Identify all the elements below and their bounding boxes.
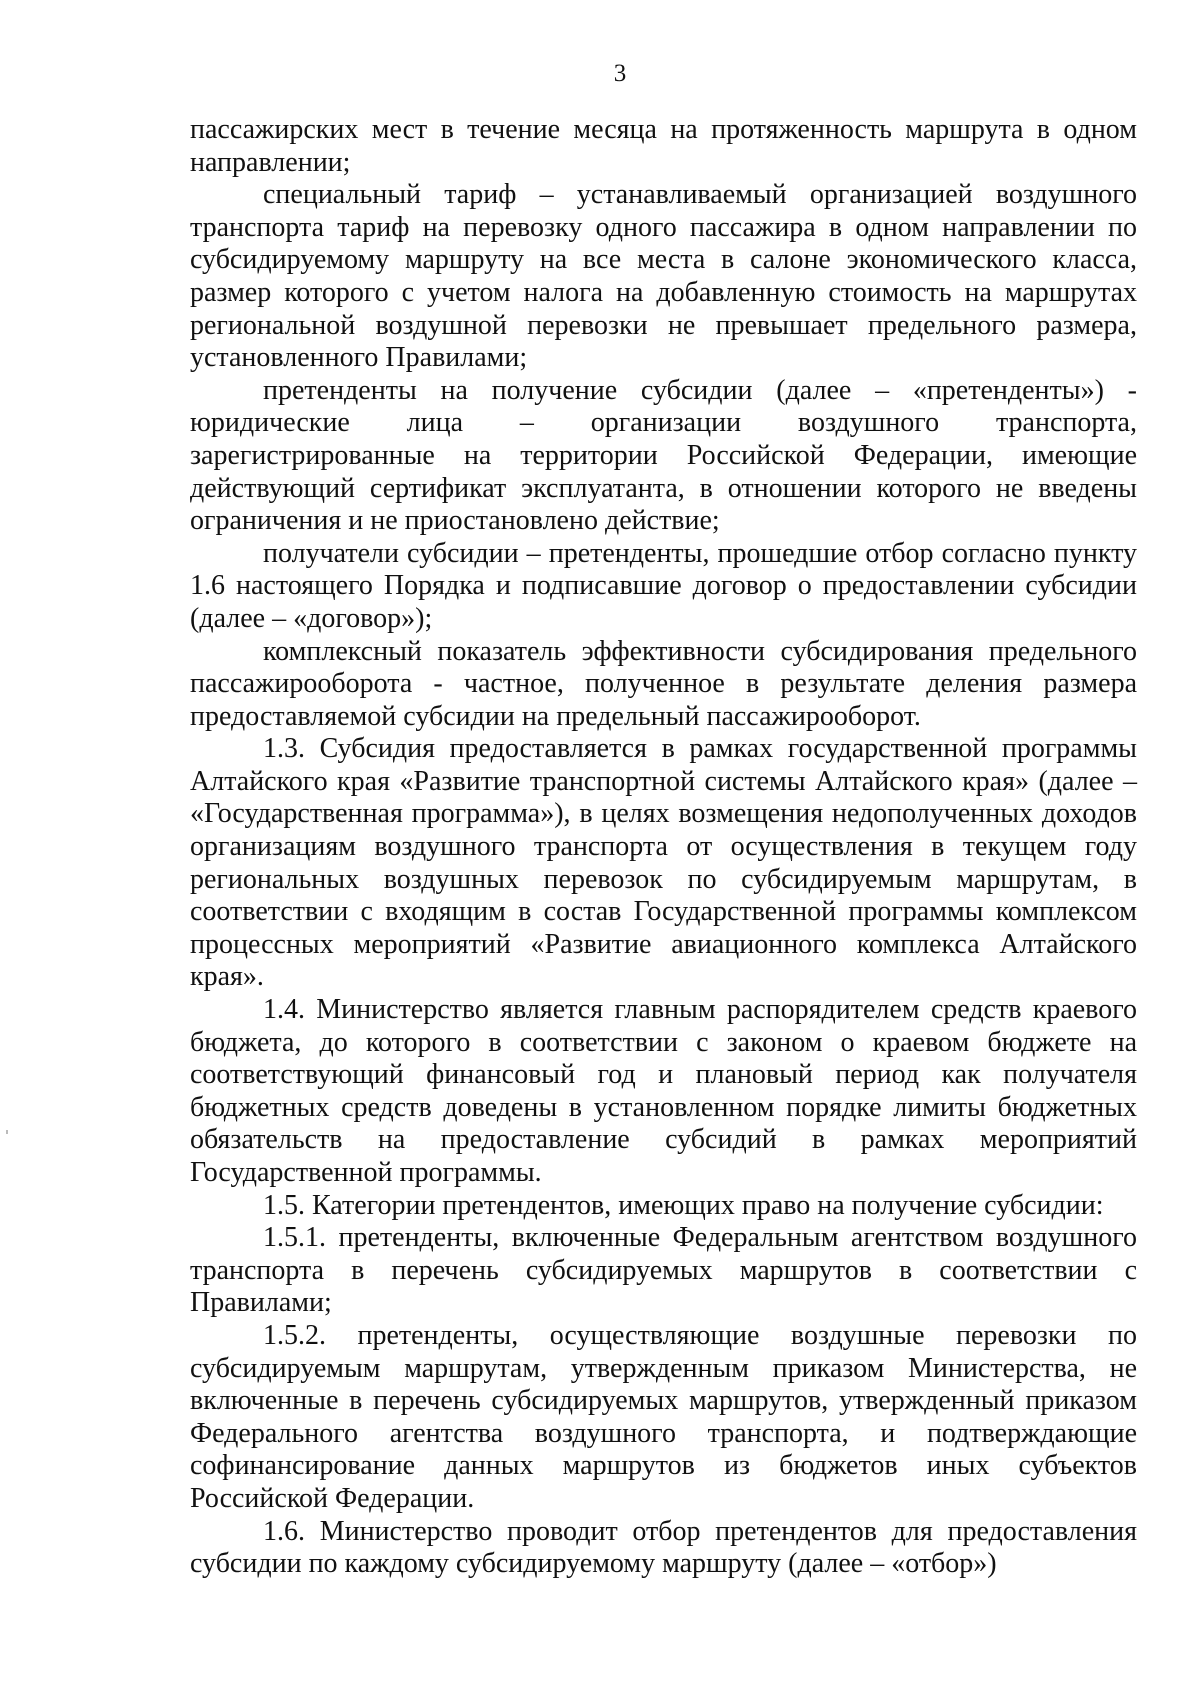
document-body bbox=[190, 114, 1137, 1581]
paragraph-1-4: 1.4. Министерство является главным распорядителем средств краевого бюджета, до которого в соответствии с законом о краевом бюджете на соответствующий финансовый год и плановый период как получателя бюджетных средств доведены в установленном порядке лимиты бюджетных обязательств на предоставление субсидий в рамках мероприятий Государственной программы. bbox=[190, 994, 1137, 1188]
page-number: 3 bbox=[613, 60, 627, 87]
paragraph-recipients: получатели субсидии – претенденты, прошедшие отбор согласно пункту 1.6 настоящего Порядка и подписавшие договор о предоставлении субсидии (далее – «договор»); bbox=[190, 537, 1137, 634]
paragraph-1-6: 1.6. Министерство проводит отбор претендентов для предоставления субсидии по каждому субсидируемому маршруту (далее – «отбор») bbox=[190, 1515, 1137, 1580]
paragraph-applicants: претенденты на получение субсидии (далее – «претенденты») - юридические лица – организации воздушного транспорта, зарегистрированные на территории Российской Федерации, имеющие действующий сертификат эксплуатанта, в отношении которого не введены ограничения и не приостановлено действие; bbox=[190, 374, 1137, 537]
paragraph-1-5-1: 1.5.1. претенденты, включенные Федеральным агентством воздушного транспорта в перечень субсидируемых маршрутов в соответствии с Правилами; bbox=[190, 1222, 1137, 1319]
paragraph-efficiency-indicator: комплексный показатель эффективности субсидирования предельного пассажирооборота - частное, полученное в результате деления размера предоставляемой субсидии на предельный пассажирооборот. bbox=[190, 635, 1137, 732]
paragraph-1-5-2: 1.5.2. претенденты, осуществляющие воздушные перевозки по субсидируемым маршрутам, утвержденным приказом Министерства, не включенные в перечень субсидируемых маршрутов, утвержденный приказом Федерального агентства воздушного транспорта, и подтверждающие софинансирование данных маршрутов из бюджетов иных субъектов Российской Федерации. bbox=[190, 1319, 1137, 1514]
paragraph-special-tariff: специальный тариф – устанавливаемый организацией воздушного транспорта тариф на перевозку одного пассажира в одном направлении по субсидируемому маршруту на все места в салоне экономического класса, размер которого с учетом налога на добавленную стоимость на маршрутах региональной воздушной перевозки не превышает предельного размера, установленного Правилами; bbox=[190, 179, 1137, 374]
scan-margin-mark bbox=[6, 1130, 8, 1134]
paragraph-1-5: 1.5. Категории претендентов, имеющих право на получение субсидии: bbox=[263, 1189, 1104, 1221]
paragraph-route-length: пассажирских мест в течение месяца на протяженность маршрута в одном направлении; bbox=[190, 114, 1137, 178]
paragraph-1-3: 1.3. Субсидия предоставляется в рамках государственной программы Алтайского края «Развитие транспортной системы Алтайского края» (далее – «Государственная программа»), в целях возмещения недополученных доходов организациям воздушного транспорта от осуществления в текущем году региональных воздушных перевозок по субсидируемым маршрутам, в соответствии с входящим в состав Государственной программы комплексом процессных мероприятий «Развитие авиационного комплекса Алтайского края». bbox=[190, 733, 1137, 993]
